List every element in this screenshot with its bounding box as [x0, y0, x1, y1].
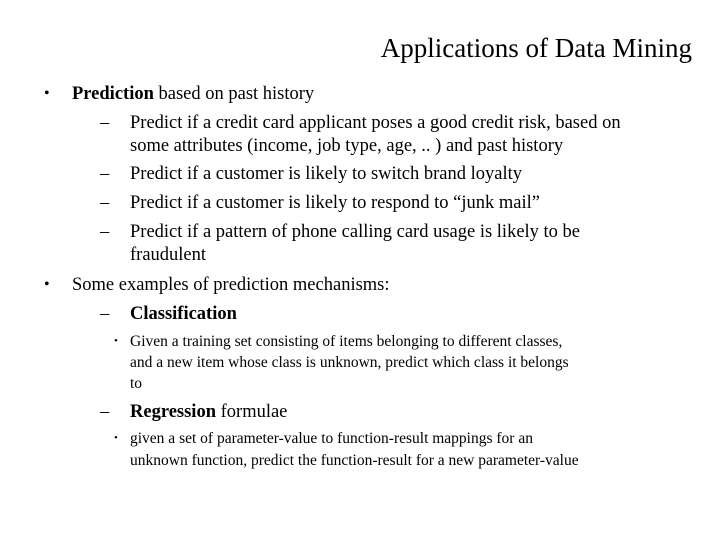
mechanisms-heading: Some examples of prediction mechanisms:	[72, 275, 390, 295]
slide-title: Applications of Data Mining	[380, 33, 692, 63]
dash-item-1: –	[100, 113, 110, 133]
prediction-item-1-line-2: some attributes (income, job type, age, .. ) and past history	[130, 136, 564, 156]
regression-term: Regression	[130, 402, 216, 422]
regression-heading	[130, 400, 287, 424]
classification-detail-line-1: Given a training set consisting of items belonging to different classes,	[130, 333, 563, 350]
bullet-prediction: •	[44, 85, 50, 102]
prediction-heading	[72, 82, 314, 106]
prediction-item-4-line-2: fraudulent	[130, 245, 207, 265]
dash-item-4: –	[100, 222, 110, 242]
dash-regression: –	[100, 402, 110, 422]
dot-classification-detail: •	[114, 335, 118, 347]
classification-heading	[130, 302, 237, 326]
classification-term: Classification	[130, 304, 237, 324]
bullet-mechanisms: •	[44, 276, 50, 293]
prediction-item-2-line-1: Predict if a customer is likely to switch brand loyalty	[130, 164, 523, 184]
prediction-item-3-line-1: Predict if a customer is likely to respond to “junk mail”	[130, 193, 540, 213]
classification-detail-line-2: and a new item whose class is unknown, predict which class it belongs	[130, 354, 569, 371]
dash-item-2: –	[100, 164, 110, 184]
prediction-term: Prediction	[72, 84, 154, 104]
prediction-item-4-line-1: Predict if a pattern of phone calling card usage is likely to be	[130, 222, 581, 242]
dash-classification: –	[100, 304, 110, 324]
regression-detail-line-2: unknown function, predict the function-result for a new parameter-value	[130, 452, 579, 469]
dot-regression-detail: •	[114, 432, 118, 444]
prediction-rest: based on past history	[153, 84, 315, 104]
prediction-item-1-line-1: Predict if a credit card applicant poses a good credit risk, based on	[130, 113, 621, 133]
classification-detail-line-3: to	[130, 375, 143, 392]
regression-detail-line-1: given a set of parameter-value to function-result mappings for an	[130, 430, 533, 447]
dash-item-3: –	[100, 193, 110, 213]
regression-rest: formulae	[216, 402, 288, 422]
